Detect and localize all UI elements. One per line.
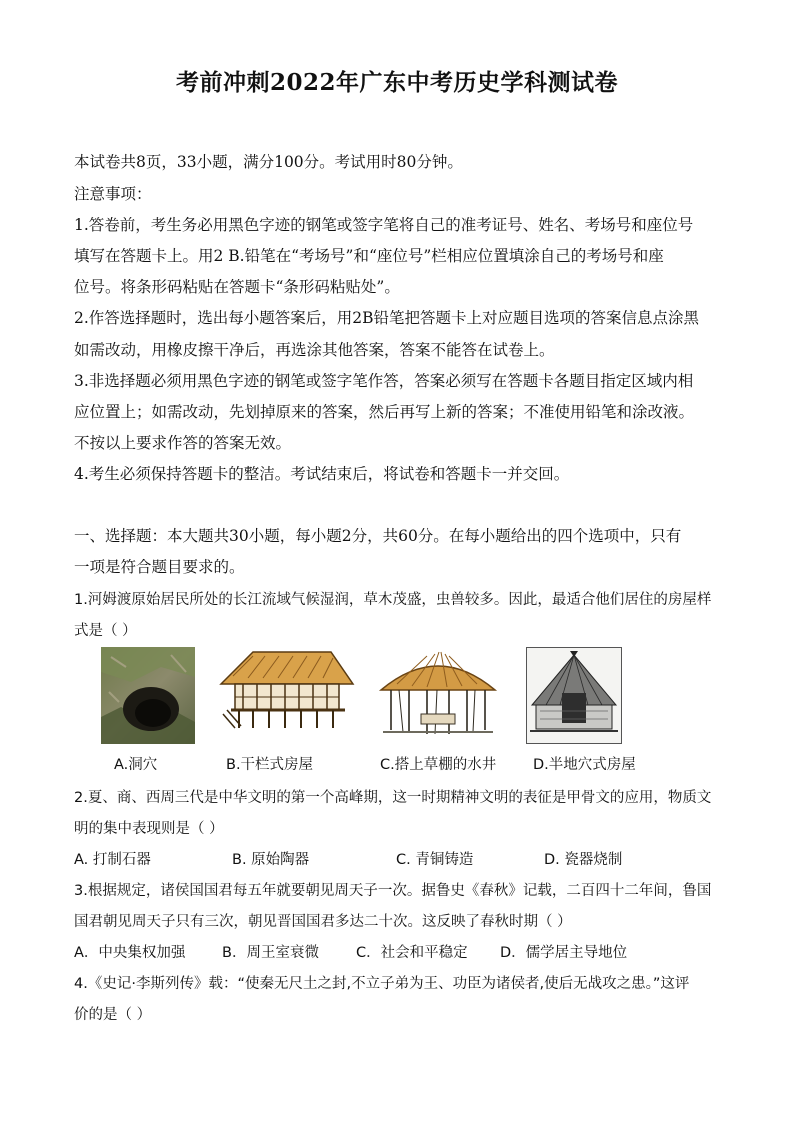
notice-line: 2.作答选择题时，选出每小题答案后，用2B铅笔把答题卡上对应题目选项的答案信息点涂黑 [74, 309, 700, 327]
q2-option-a: A. 打制石器 [74, 852, 151, 868]
option-b-label: B.干栏式房屋 [226, 757, 314, 773]
notice-line: 4.考生必须保持答题卡的整洁。考试结束后，将试卷和答题卡一并交回。 [74, 465, 570, 483]
question-4-text: 价的是（ ） [74, 1007, 152, 1023]
stilt-house-image [213, 648, 359, 730]
q3-option-a: A．中央集权加强 [74, 945, 186, 961]
question-2-text: 2.夏、商、西周三代是中华文明的第一个高峰期，这一时期精神文明的表征是甲骨文的应用，物质文 [74, 790, 712, 806]
question-3-text: 国君朝见周天子只有三次，朝见晋国国君多达二十次。这反映了春秋时期（ ） [74, 914, 572, 930]
question-2-text: 明的集中表现则是（ ） [74, 821, 224, 837]
notice-line: 如需改动，用橡皮擦干净后，再选涂其他答案，答案不能答在试卷上。 [74, 341, 555, 359]
page-title: 考前冲刺2022年广东中考历史学科测试卷 [175, 69, 618, 96]
notice-line: 不按以上要求作答的答案无效。 [74, 434, 292, 452]
semi-subterranean-house-image [526, 647, 622, 744]
notice-line: 填写在答题卡上。用2 B.铅笔在“考场号”和“座位号”栏相应位置填涂自己的考场号和座 [74, 247, 664, 265]
option-a-label: A.洞穴 [114, 757, 158, 773]
question-1-text: 1.河姆渡原始居民所处的长江流域气候湿润，草木茂盛，虫兽较多。因此，最适合他们居住的房屋样 [74, 592, 712, 608]
notice-heading: 注意事项： [74, 185, 152, 203]
section-heading: 一项是符合题目要求的。 [74, 558, 245, 576]
q2-option-c: C. 青铜铸造 [396, 852, 474, 868]
cave-image [101, 647, 195, 744]
notice-line: 应位置上；如需改动，先划掉原来的答案，然后再写上新的答案；不准使用铅笔和涂改液。 [74, 403, 695, 421]
option-d-label: D.半地穴式房屋 [533, 757, 636, 773]
notice-line: 1.答卷前，考生务必用黑色字迹的钢笔或签字笔将自己的准考证号、姓名、考场号和座位号 [74, 216, 694, 234]
thatched-well-image [377, 650, 499, 736]
question-4-text: 4.《史记·李斯列传》载：“使秦无尺土之封,不立子弟为王、功臣为诸侯者,使后无战攻之患。”这评 [74, 976, 690, 992]
notice-line: 3.非选择题必须用黑色字迹的钢笔或签字笔作答，答案必须写在答题卡各题目指定区域内相 [74, 372, 694, 390]
option-c-label: C.搭上草棚的水井 [380, 757, 497, 773]
q3-option-b: B．周王室衰微 [222, 945, 319, 961]
q3-option-c: C．社会和平稳定 [356, 945, 468, 961]
q2-option-b: B. 原始陶器 [232, 852, 310, 868]
intro-text: 本试卷共8页，33小题，满分100分。考试用时80分钟。 [74, 153, 463, 171]
notice-line: 位号。将条形码粘贴在答题卡“条形码粘贴处”。 [74, 278, 400, 296]
question-1-text: 式是（ ） [74, 623, 137, 639]
q2-option-d: D. 瓷器烧制 [544, 852, 623, 868]
section-heading: 一、选择题：本大题共30小题，每小题2分，共60分。在每小题给出的四个选项中，只有 [74, 527, 682, 545]
question-3-text: 3.根据规定，诸侯国国君每五年就要朝见周天子一次。据鲁史《春秋》记载，二百四十二年间，鲁国 [74, 883, 712, 899]
q3-option-d: D．儒学居主导地位 [500, 945, 628, 961]
